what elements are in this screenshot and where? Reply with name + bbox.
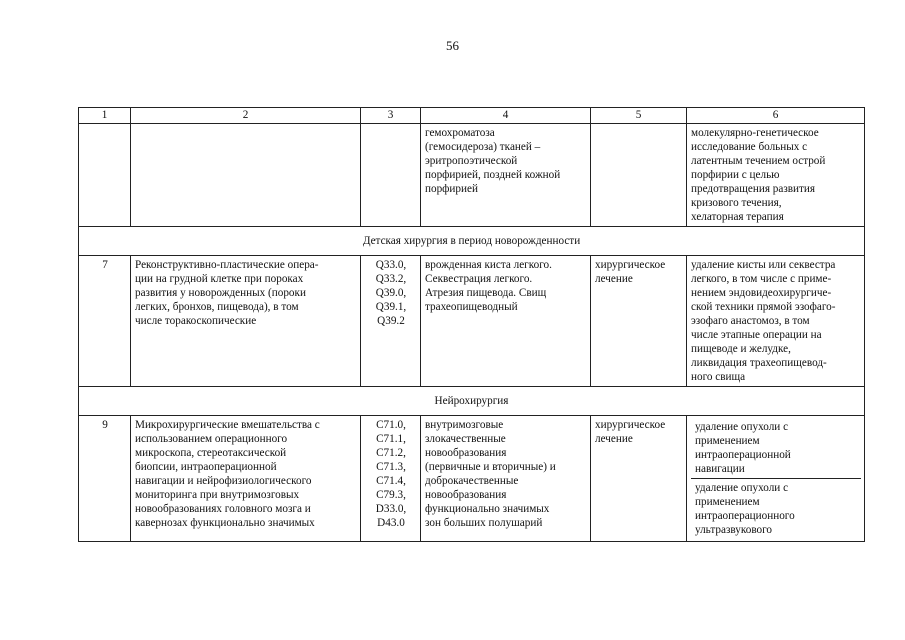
cell-codes [361,416,421,542]
cell-codes [361,124,421,227]
text-line: удаление опухоли с [695,421,789,433]
text-line: порфирии с целью [691,169,780,181]
section-title: Нейрохирургия [79,387,865,416]
text-line: эзофаго анастомоз, в том [691,315,810,327]
text-line: новообразования [425,489,507,501]
cell-procedure [131,124,361,227]
text-line: новообразования [425,447,507,459]
text-line: хирургическое [595,419,666,431]
text-line: Микрохирургические вмешательства с [135,419,320,431]
text-line: лечение [595,273,633,285]
column-number-row [79,108,865,124]
text-line: гемохроматоза [425,127,495,139]
text-line: числе торакоскопические [135,315,257,327]
table-row [79,256,865,387]
cell-diagnosis [421,416,591,542]
text-line: применением [695,435,760,447]
text-line: навигации и нейрофизиологического [135,475,312,487]
code-line: C71.3, [376,461,406,473]
column-number: 6 [687,108,865,124]
section-row [79,227,865,256]
text-line: Атрезия пищевода. Свищ [425,287,547,299]
text-line: внутримозговые [425,419,504,431]
text-line: микроскопа, стереотаксической [135,447,287,459]
text-line: легкого, в том числе с приме- [691,273,832,285]
section-title: Детская хирургия в период новорожденности [79,227,865,256]
cell-treatment-method [687,256,865,387]
text-line: предотвращения развития [691,183,816,195]
text-line: интраоперационного [695,510,795,522]
text-line: исследование больных с [691,141,808,153]
text-line: Реконструктивно-пластические опера- [135,259,319,271]
column-number: 3 [361,108,421,124]
text-line: мониторинга при внутримозговых [135,489,300,501]
text-line: латентным течением острой [691,155,826,167]
text-line: кавернозах функционально значимых [135,517,315,529]
text-line: (первичные и вторичные) и [425,461,556,473]
cell-number: 7 [79,256,131,387]
text-line: ции на грудной клетке при пороках [135,273,304,285]
cell-number: 9 [79,416,131,542]
text-line: пищеводе и желудке, [691,343,791,355]
text-line: лечение [595,433,633,445]
text-line: злокачественные [425,433,506,445]
column-number: 2 [131,108,361,124]
column-number: 5 [591,108,687,124]
text-line: хелаторная терапия [691,211,784,223]
text-line: молекулярно-генетическое [691,127,819,139]
table-row-continuation [79,124,865,227]
text-line: применением [695,496,760,508]
code-line: Q33.0, [375,259,407,271]
text-line: ской техники прямой эзофаго- [691,301,836,313]
text-line: зон больших полушарий [425,517,543,529]
text-line: Секвестрация легкого. [425,273,533,285]
cell-codes [361,256,421,387]
cell-treatment-type [591,416,687,542]
code-line: D43.0 [377,517,405,529]
text-line: эритропоэтической [425,155,518,167]
text-line: трахеопищеводный [425,301,518,313]
code-line: C71.2, [376,447,406,459]
cell-treatment-method [687,416,865,542]
table-row [79,416,865,542]
cell-procedure [131,256,361,387]
text-line: ного свища [691,371,746,383]
text-line: легких, бронхов, пищевода), в том [135,301,299,313]
text-line: удаление кисты или секвестра [691,259,836,271]
column-number: 4 [421,108,591,124]
cell-diagnosis [421,124,591,227]
code-line: D33.0, [375,503,407,515]
page-number: 56 [446,38,459,53]
text-line: нением эндовидеохирургиче- [691,287,832,299]
cell-number [79,124,131,227]
text-line: новообразованиях головного мозга и [135,503,311,515]
text-line: доброкачественные [425,475,519,487]
treatment-method-navigation [691,418,861,478]
code-line: Q39.2 [377,315,405,327]
text-line: ликвидация трахеопищевод- [691,357,827,369]
text-line: удаление опухоли с [695,482,789,494]
code-line: C71.4, [376,475,406,487]
code-line: C71.1, [376,433,406,445]
code-line: C79.3, [376,489,406,501]
column-number: 1 [79,108,131,124]
text-line: биопсии, интраоперационной [135,461,277,473]
code-line: Q39.1, [375,301,407,313]
text-line: порфирией [425,183,478,195]
text-line: ультразвукового [695,524,773,536]
text-line: хирургическое [595,259,666,271]
treatment-method-ultrasound [691,478,861,539]
cell-diagnosis [421,256,591,387]
text-line: использованием операционного [135,433,288,445]
cell-treatment-type [591,124,687,227]
text-line: развития у новорожденных (пороки [135,287,306,299]
cell-procedure [131,416,361,542]
text-line: врожденная киста легкого. [425,259,552,271]
section-row [79,387,865,416]
text-line: интраоперационной [695,449,791,461]
text-line: навигации [695,463,745,475]
text-line: числе этапные операции на [691,329,822,341]
cell-treatment-method [687,124,865,227]
text-line: кризового течения, [691,197,782,209]
code-line: C71.0, [376,419,406,431]
cell-treatment-type [591,256,687,387]
text-line: (гемосидероза) тканей – [425,141,541,153]
code-line: Q33.2, [375,273,407,285]
services-table [78,107,865,542]
code-line: Q39.0, [375,287,407,299]
text-line: функционально значимых [425,503,550,515]
text-line: порфирией, поздней кожной [425,169,561,181]
